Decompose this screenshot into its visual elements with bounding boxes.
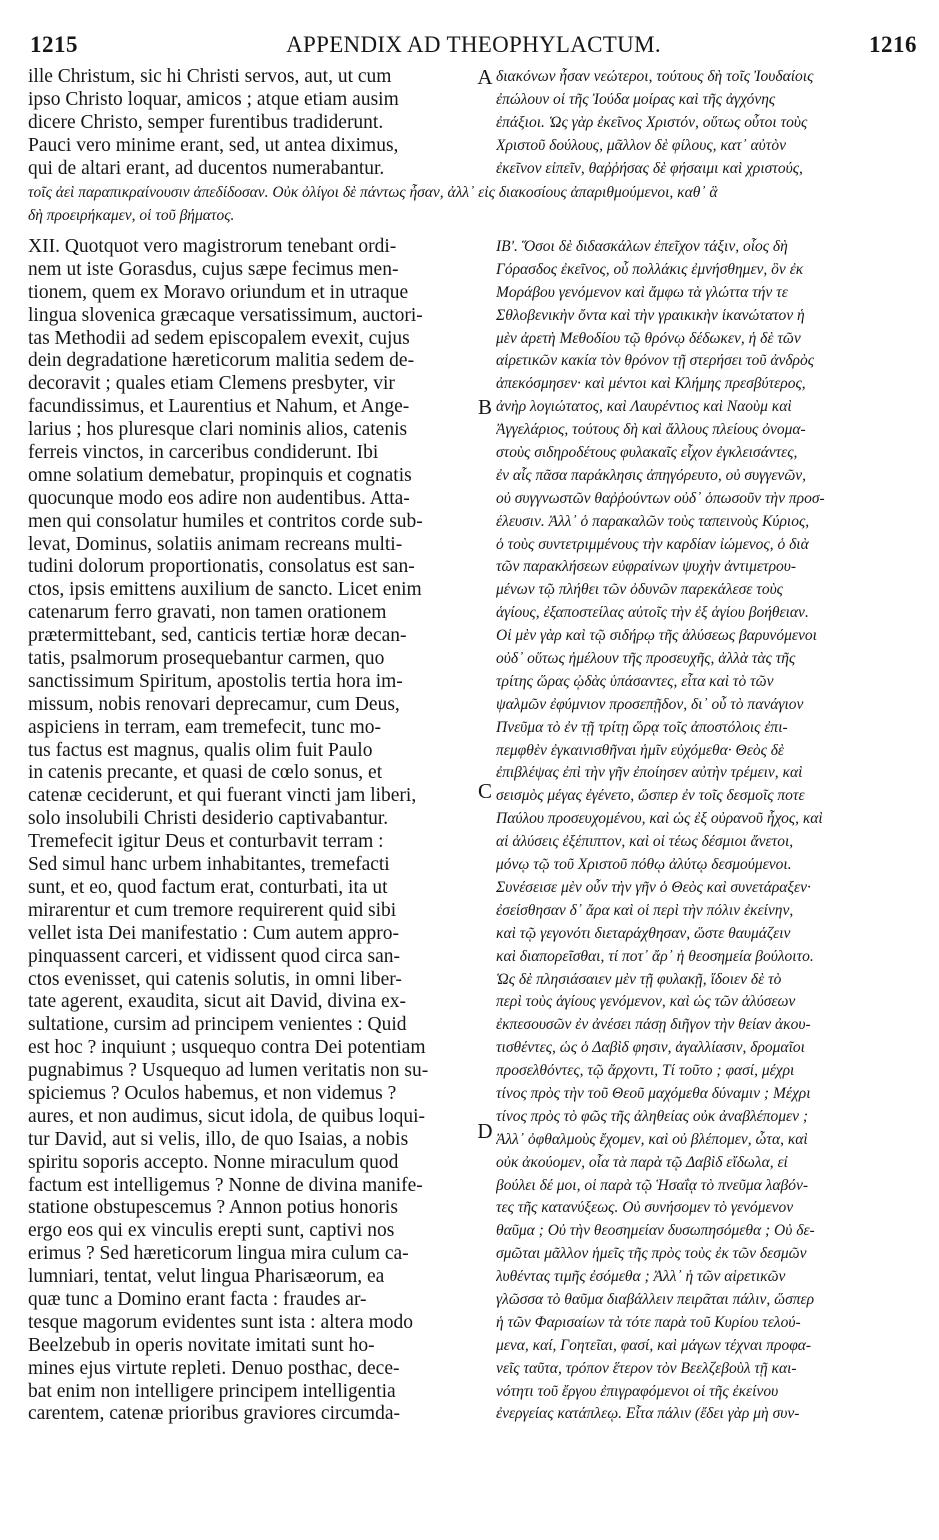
text-line: aures, et non audimus, sicut idola, de quibus loqui- xyxy=(28,1105,425,1127)
text-line: Ἀλλ᾽ ὀφθαλμοὺς ἔχομεν, καὶ οὐ βλέπομεν, ὦτα, καὶ xyxy=(496,1130,808,1148)
text-line: αἱρετικῶν κακία τὸν θρόνον τῇ στερήσει τοῦ ἀνδρὸς xyxy=(496,352,815,370)
text-line: dein degradatione hæreticorum malitia sedem de- xyxy=(28,350,415,372)
text-line: tudini dolorum proportionatis, consolatus est san- xyxy=(28,556,415,578)
text-line: μόνῳ τῷ τοῦ Χριστοῦ πόθῳ ἀλύτῳ δεσμούμενοι. xyxy=(496,856,792,874)
text-line: ἐν αἷς πᾶσα παράκλησις ἀπηγόρευτο, οὐ συγγενῶν, xyxy=(496,466,807,484)
text-line: tesque magorum evidentes sunt ista : altera modo xyxy=(28,1311,414,1333)
text-line: qui de altari erant, ad ducentos numerabantur. xyxy=(28,157,385,179)
text-line: pinquassent carceri, et vidissent quod circa san- xyxy=(28,945,400,967)
text-line: Sed simul hanc urbem inhabitantes, tremefacti xyxy=(28,854,390,876)
page-number-left: 1215 xyxy=(30,32,78,57)
text-line: ἀνὴρ λογιώτατος, καὶ Λαυρέντιος καὶ Ναοὺμ καὶ xyxy=(496,398,792,416)
text-line: Οἱ μὲν γὰρ καὶ τῷ σιδήρῳ τῆς ἁλύσεως βαρυνόμενοι xyxy=(496,627,817,645)
text-line: οὐ συγγνωστῶν θαῤῥούντων οὐδ᾽ ὁπωσοῦν τὴν προσ- xyxy=(496,489,825,507)
page-number-right: 1216 xyxy=(869,32,917,57)
text-line: ψαλμῶν ἐφύμνιον προσεπῇδον, δι᾽ οὗ τὸ πανάγιον xyxy=(496,695,804,713)
text-line: ctos evenisset, qui catenis solutis, in omni liber- xyxy=(28,968,402,990)
text-line: ἐκπεσουσῶν ἐν ἀνέσει πάσῃ διῆγον τὴν θείαν ἀκου- xyxy=(496,1016,811,1034)
text-line: Πνεῦμα τὸ ἐν τῇ τρίτῃ ὥρᾳ τοῖς ἀποστόλοις ἐπι- xyxy=(496,718,788,736)
text-line: XII. Quotquot vero magistrorum tenebant ordi- xyxy=(28,236,397,257)
text-line: ipso Christo loquar, amicos ; atque etiam ausim xyxy=(28,88,399,110)
text-line: βούλει δέ μοι, οἱ παρὰ τῷ Ἡσαΐᾳ τὸ πνεῦμα λαβόν- xyxy=(496,1176,809,1194)
text-line: tas Methodii ad sedem episcopalem evexit, cujus xyxy=(28,327,410,349)
text-line: ferreis vinctos, in carceribus condiderunt. Ibi xyxy=(28,442,379,464)
text-line: bat enim non intelligere principem intelligentia xyxy=(28,1380,396,1402)
text-line: sultatione, cursim ad principem venientes : Quid xyxy=(28,1014,407,1036)
text-line: ἐσείσθησαν δ᾽ ἄρα καὶ οἱ περὶ τὴν πόλιν ἐκείνην, xyxy=(496,901,794,919)
greek-column-top xyxy=(496,66,920,180)
text-line: νότητι τοῦ ἔργου ἐπιγραφόμενοι οἱ τῆς ἐκείνου xyxy=(496,1382,779,1400)
text-line: Συνέσεισε μὲν οὖν τὴν γῆν ὁ Θεὸς καὶ συνετάραξεν· xyxy=(496,878,811,896)
text-line: τοῖς ἀεὶ παραπικραίνουσιν ἀπεδίδοσαν. Οὐκ ὀλίγοι δὲ πάντως ἦσαν, ἀλλ᾽ εἰς διακοσίους ἀπαριθμούμενοι, καθ᾽ ἃ xyxy=(28,184,718,201)
text-line: τίνος πρὸς τὸ φῶς τῆς ἀληθείας οὐκ ἀναβλέπομεν ; xyxy=(496,1107,809,1125)
text-line: omne solatium demebatur, propinquis et cognatis xyxy=(28,464,412,486)
text-line: ἐπάξιοι. Ὡς γὰρ ἐκεῖνος Χριστόν, οὕτως οὗτοι τοὺς xyxy=(496,113,808,131)
text-line: λυθέντας τιμῆς ἐσόμεθα ; Ἀλλ᾽ ἡ τῶν αἱρετικῶν xyxy=(496,1268,786,1286)
text-line: est hoc ? inquiunt ; usquequo contra Dei potentiam xyxy=(28,1037,426,1059)
text-line: sanctissimum Spiritum, apostolis tertia hora im- xyxy=(28,670,403,692)
text-line: Μοράβου γενόμενον καὶ ἄμφω τὰ γλώττα τήν τε xyxy=(496,283,788,301)
text-line: decoravit ; quales etiam Clemens presbyter, vir xyxy=(28,373,395,395)
text-line: σμῶται μᾶλλον ἡμεῖς τῆς πρὸς τοὺς ἐκ τῶν δεσμῶν xyxy=(496,1245,807,1263)
greek-full-width-text xyxy=(28,182,920,228)
text-line: τες τῆς κατανύξεως. Οὐ συνήσομεν τὸ γενόμενον xyxy=(496,1199,794,1217)
text-line: lingua slovenica græcaque versatissimum, auctori- xyxy=(28,304,423,326)
text-line: quocunque modo eos adire non audentibus. Atta- xyxy=(28,487,410,509)
text-line: δὴ προειρήκαμεν, οἱ τοῦ βήματος. xyxy=(28,206,235,224)
margin-marker-d: D xyxy=(477,1119,493,1143)
text-line: larius ; hos pluresque clari nominis alios, catenis xyxy=(28,419,408,441)
text-line: τίνος πρὸς τὴν τοῦ Θεοῦ μαχόμεθα δύναμιν ; Μέχρι xyxy=(496,1084,811,1102)
text-line: sunt, et eo, quod factum erat, conturbati, ita ut xyxy=(28,876,388,898)
text-line: οὐκ ἀκούομεν, οἷα τὰ παρὰ τῷ Δαβὶδ εἴδωλα, εἰ xyxy=(496,1153,788,1171)
text-line: ergo eos qui ex vinculis erepti sunt, captivi nos xyxy=(28,1220,395,1242)
page-header xyxy=(30,32,917,58)
text-line: solo insolubili Christi desiderio captivabantur. xyxy=(28,808,389,830)
text-line: ἡ τῶν Φαρισαίων τὰ τότε παρὰ τοῦ Κυρίου τελού- xyxy=(496,1313,801,1331)
text-line: καὶ τῷ γεγονότι διεταράχθησαν, ὥστε θαυμάζειν xyxy=(496,924,791,942)
text-line: ΙΒʹ. Ὅσοι δὲ διδασκάλων ἐπεῖχον τάξιν, οἷος δὴ xyxy=(496,238,788,255)
text-line: ἐπώλουν οἱ τῆς Ἰούδα μοίρας καὶ τῆς ἀγχόνης xyxy=(496,90,776,108)
text-line: τρίτης ὥρας ᾠδὰς ὑπάσαντες, εἶτα καὶ τὸ τῶν xyxy=(496,672,774,690)
text-line: catenæ ceciderunt, et qui fuerant vincti jam liberi, xyxy=(28,785,417,807)
text-line: καὶ διαπορεῖσθαι, τί ποτ᾽ ἄρ᾽ ἡ θεοσημεία βούλοιτο. xyxy=(496,947,814,965)
text-line: ἐκεῖνον εἰπεῖν, θαῤῥήσας δὲ φήσαιμι καὶ χριστούς, xyxy=(496,159,803,177)
text-line: Ὡς δὲ πλησιάσαιεν μὲν τῇ φυλακῇ, ἴδοιεν δὲ τὸ xyxy=(496,970,782,988)
text-line: πεμφθὲν ἐγκαινισθῆναι ἡμῖν εὐχόμεθα· Θεὸς δὲ xyxy=(496,741,785,759)
text-line: ille Christum, sic hi Christi servos, aut, ut cum xyxy=(28,66,392,87)
text-line: quæ tunc a Domino erant facta : fraudes ar- xyxy=(28,1288,367,1310)
text-line: dicere Christo, semper furentibus tradiderunt. xyxy=(28,111,384,133)
text-line: σεισμὸς μέγας ἐγένετο, ὥσπερ ἐν τοῖς δεσμοῖς ποτε xyxy=(496,787,805,805)
text-line: tate agerent, exaudita, sicut ait David, divina ex- xyxy=(28,991,406,1013)
greek-column-main xyxy=(496,236,920,1426)
text-line: missum, nobis renovari deprecamur, cum Deus, xyxy=(28,693,400,715)
text-line: factum est intelligemus ? Nonne de divina manife- xyxy=(28,1174,423,1196)
text-line: ἐνεργείας κατάπλεῳ. Εἶτα πάλιν (ἔδει γὰρ μὴ συν- xyxy=(496,1405,800,1423)
text-line: lumniari, tentat, velut lingua Pharisæorum, ea xyxy=(28,1266,385,1288)
text-line: tatis, psalmorum prosequebantur carmen, quo xyxy=(28,648,385,670)
text-line: aspiciens in terram, eam tremefecit, tunc mo- xyxy=(28,716,382,738)
text-line: prætermittebant, sed, canticis tertiæ horæ decan- xyxy=(28,625,407,647)
text-line: μενα, καί, Γοητεῖαι, φασί, καὶ μάγων τέχναι προφα- xyxy=(496,1336,812,1354)
text-line: in catenis precante, et quasi de cœlo sonus, et xyxy=(28,762,383,784)
text-line: erimus ? Sed hæreticorum lingua mira culum ca- xyxy=(28,1243,409,1265)
text-line: Beelzebub in operis novitate imitati sunt ho- xyxy=(28,1334,375,1356)
text-line: τῶν παρακλήσεων εὐφραίνων ψυχὴν ἀντιμετρου- xyxy=(496,558,797,576)
latin-column-top xyxy=(28,66,474,180)
text-line: Pauci vero minime erant, sed, ut antea diximus, xyxy=(28,134,399,156)
text-line: Γόρασδος ἐκεῖνος, οὗ πολλάκις ἐμνήσθημεν, ὃν ἐκ xyxy=(496,260,804,278)
text-line: θαῦμα ; Οὐ τὴν θεοσημείαν δυσωπησόμεθα ; Οὐ δε- xyxy=(496,1222,815,1240)
text-line: tur David, aut si velis, illo, de quo Isaias, a nobis xyxy=(28,1128,409,1150)
text-line: pugnabimus ? Usquequo ad lumen veritatis non su- xyxy=(28,1060,429,1082)
text-line: catenarum ferro gravati, non tamen orationem xyxy=(28,602,387,624)
margin-marker-a: A xyxy=(477,65,493,89)
text-line: Ἀγγελάριος, τούτους δὴ καὶ ἄλλους πλείους ὀνομα- xyxy=(496,421,806,439)
text-line: mirarentur et cum tremore requirerent quid sibi xyxy=(28,899,397,921)
text-line: ἐπιβλέψας ἐπὶ τὴν γῆν ἐποίησεν αὐτὴν τρέμειν, καὶ xyxy=(496,764,803,782)
text-line: levat, Dominus, solatiis animam recreans multi- xyxy=(28,533,403,555)
running-title: APPENDIX AD THEOPHYLACTUM. xyxy=(286,32,661,57)
margin-marker-b: B xyxy=(477,395,492,419)
text-line: μένων τῷ πλήθει τῶν ὀδυνῶν παρεκάλεσε τοὺς xyxy=(496,581,783,599)
margin-marker-c: C xyxy=(477,779,492,803)
text-line: tus factus est magnus, qualis olim fuit Paulo xyxy=(28,739,373,761)
text-line: Tremefecit igitur Deus et conturbavit terram : xyxy=(28,831,384,853)
text-line: προσελθόντες, τῷ ἄρχοντι, Τί τοῦτο ; φασί, μέχρι xyxy=(496,1062,795,1080)
text-line: οὐδ᾽ οὕτως ἠμέλουν τῆς προσευχῆς, ἀλλὰ τὰς τῆς xyxy=(496,650,796,668)
text-line: spiritu soporis accepto. Nonne miraculum quod xyxy=(28,1151,399,1173)
text-line: statione obstupescemus ? Annon potius honoris xyxy=(28,1197,398,1219)
text-line: έλευσιν. Ἀλλ᾽ ὁ παρακαλῶν τοὺς ταπεινοὺς Κύριος, xyxy=(496,512,810,530)
text-line: vellet ista Dei manifestatio : Cum autem appro- xyxy=(28,922,399,944)
text-line: ἁγίους, ἐξαποστείλας αὐτοῖς τὴν ἐξ ἁγίου βοήθειαν. xyxy=(496,604,809,622)
text-line: μὲν ἀρετὴ Μεθοδίου τῷ θρόνῳ δέδωκεν, ἡ δὲ τῶν xyxy=(496,329,801,347)
text-line: spiciemus ? Oculos habemus, et non videmus ? xyxy=(28,1082,397,1104)
latin-column-main xyxy=(28,236,474,1426)
text-line: nem ut iste Gorasdus, cujus sæpe fecimus men- xyxy=(28,258,399,280)
text-line: στοὺς σιδηροδέτους φυλακαῖς εἶχον ἐγκλεισάντες, xyxy=(496,444,798,462)
text-line: διακόνων ἦσαν νεώτεροι, τούτους δὴ τοῖς Ἰουδαίοις xyxy=(496,68,814,85)
text-line: τισθέντες, ὡς ὁ Δαβὶδ φησιν, ἀγαλλίασιν, δρομαῖοι xyxy=(496,1039,805,1057)
text-line: ὁ τοὺς συντετριμμένους τὴν καρδίαν ἰώμενος, ὁ διὰ xyxy=(496,535,809,553)
text-line: facundissimus, et Laurentius et Nahum, et Ange- xyxy=(28,396,410,418)
text-line: Σθλοβενικὴν ὄντα καὶ τὴν γραικικὴν ἱκανώτατον ἡ xyxy=(496,306,805,324)
text-line: carentem, catenæ prioribus graviores circumda- xyxy=(28,1403,400,1425)
text-line: Παύλου προσευχομένου, καὶ ὡς ἐξ οὐρανοῦ ἦχος, καὶ xyxy=(496,810,823,828)
text-line: νεῖς ταῦτα, τρόπον ἕτερον τὸν Βεελζεβοὺλ τῇ και- xyxy=(496,1359,797,1377)
text-line: ἀπεκόσμησεν· καὶ μέντοι καὶ Κλήμης πρεσβύτερος, xyxy=(496,375,806,393)
text-line: mines ejus virtute repleti. Denuo posthac, dece- xyxy=(28,1357,400,1379)
text-line: ctos, ipsis emittens auxilium de sancto. Licet enim xyxy=(28,579,422,601)
text-line: Χριστοῦ δούλους, μᾶλλον δὲ φίλους, κατ᾽ αὐτὸν xyxy=(496,136,786,154)
text-line: γλῶσσα τὸ θαῦμα διαβάλλειν πειρᾶται πάλιν, ὥσπερ xyxy=(496,1290,815,1308)
text-line: tionem, quem ex Moravo oriundum et in utraque xyxy=(28,281,409,303)
text-line: περὶ τοὺς ἁγίους γενόμενον, καὶ ὡς τῶν ἁλύσεων xyxy=(496,993,796,1011)
text-line: αἱ ἁλύσεις ἐξέπιπτον, καὶ οἱ τέως δέσμιοι ἄνετοι, xyxy=(496,833,794,851)
text-line: men qui consolatur humiles et contritos corde sub- xyxy=(28,510,423,532)
